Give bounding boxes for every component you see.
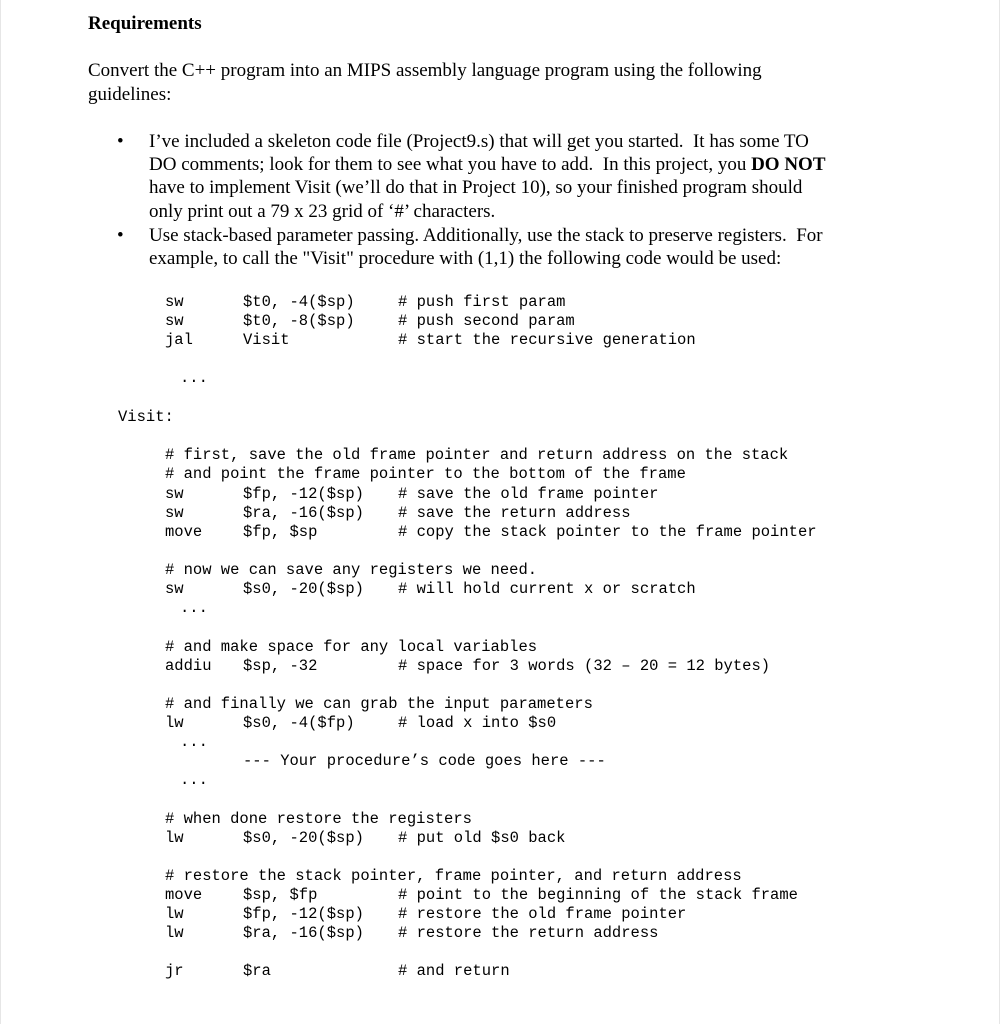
code-comment: # will hold current x or scratch (398, 580, 696, 598)
code-ellipsis: ... (180, 599, 208, 617)
code-op: addiu (165, 657, 212, 675)
code-op: sw (165, 312, 184, 330)
bullet-2-line-1: Use stack-based parameter passing. Additionally, use the stack to preserve registers. For (149, 225, 823, 246)
visit-label: Visit: (118, 408, 174, 426)
code-comment: # load x into $s0 (398, 714, 557, 732)
bullet-2-line-2: example, to call the "Visit" procedure with (1,1) the following code would be used: (149, 248, 782, 269)
intro-line-2: guidelines: (88, 84, 172, 105)
page-title: Requirements (88, 13, 202, 34)
code-args: $ra, -16($sp) (243, 504, 364, 522)
code-comment-line: # first, save the old frame pointer and return address on the stack (165, 446, 789, 464)
code-comment: # point to the beginning of the stack frame (398, 886, 798, 904)
code-args: $ra, -16($sp) (243, 924, 364, 942)
code-op: lw (165, 905, 184, 923)
code-comment-line: # restore the stack pointer, frame pointer, and return address (165, 867, 742, 885)
bullet-marker-1: • (117, 131, 124, 152)
code-args: $fp, -12($sp) (243, 485, 364, 503)
code-args: $s0, -20($sp) (243, 580, 364, 598)
code-comment: # restore the return address (398, 924, 659, 942)
code-args: $sp, -32 (243, 657, 318, 675)
code-args: $s0, -20($sp) (243, 829, 364, 847)
bullet-1-line-1: I’ve included a skeleton code file (Project9.s) that will get you started. It has some TO (149, 131, 809, 152)
code-op: lw (165, 829, 184, 847)
code-ellipsis: ... (180, 733, 208, 751)
intro-line-1: Convert the C++ program into an MIPS assembly language program using the following (88, 60, 762, 81)
code-args: $s0, -4($fp) (243, 714, 355, 732)
bullet-1-line-2 (149, 154, 826, 176)
code-comment-line: # and make space for any local variables (165, 638, 538, 656)
code-comment: # put old $s0 back (398, 829, 566, 847)
do-not-emphasis: DO NOT (751, 154, 826, 175)
your-code-placeholder: --- Your procedure’s code goes here --- (243, 752, 606, 770)
bullet-1-line-2-text: DO comments; look for them to see what you have to add. In this project, you (149, 154, 752, 175)
code-args: $fp, $sp (243, 523, 318, 541)
code-comment-line: # and point the frame pointer to the bottom of the frame (165, 465, 686, 483)
bullet-marker-2: • (117, 225, 124, 246)
code-op: sw (165, 293, 184, 311)
code-comment: # start the recursive generation (398, 331, 696, 349)
code-comment-line: # now we can save any registers we need. (165, 561, 538, 579)
code-op: sw (165, 504, 184, 522)
bullet-1-line-4: only print out a 79 x 23 grid of ‘#’ characters. (149, 201, 496, 222)
code-op: sw (165, 485, 184, 503)
code-op: move (165, 886, 203, 904)
code-comment: # push first param (398, 293, 566, 311)
code-args: $t0, -8($sp) (243, 312, 355, 330)
code-op: jr (165, 962, 184, 980)
code-op: lw (165, 924, 184, 942)
code-comment: # restore the old frame pointer (398, 905, 687, 923)
bullet-1-line-3: have to implement Visit (we’ll do that in Project 10), so your finished program should (149, 177, 803, 198)
code-args: Visit (243, 331, 290, 349)
code-comment-line: # when done restore the registers (165, 810, 472, 828)
code-comment: # and return (398, 962, 510, 980)
code-args: $ra (243, 962, 271, 980)
code-comment: # save the return address (398, 504, 631, 522)
code-ellipsis: ... (180, 771, 208, 789)
code-args: $sp, $fp (243, 886, 318, 904)
code-comment: # space for 3 words (32 – 20 = 12 bytes) (398, 657, 771, 675)
code-args: $fp, -12($sp) (243, 905, 364, 923)
code-op: move (165, 523, 203, 541)
code-comment: # copy the stack pointer to the frame pointer (398, 523, 817, 541)
code-comment: # save the old frame pointer (398, 485, 659, 503)
code-comment: # push second param (398, 312, 575, 330)
code-op: lw (165, 714, 184, 732)
left-page-edge (0, 0, 1, 1024)
code-ellipsis: ... (180, 369, 208, 387)
code-op: jal (165, 331, 193, 349)
code-args: $t0, -4($sp) (243, 293, 355, 311)
code-comment-line: # and finally we can grab the input parameters (165, 695, 593, 713)
code-op: sw (165, 580, 184, 598)
